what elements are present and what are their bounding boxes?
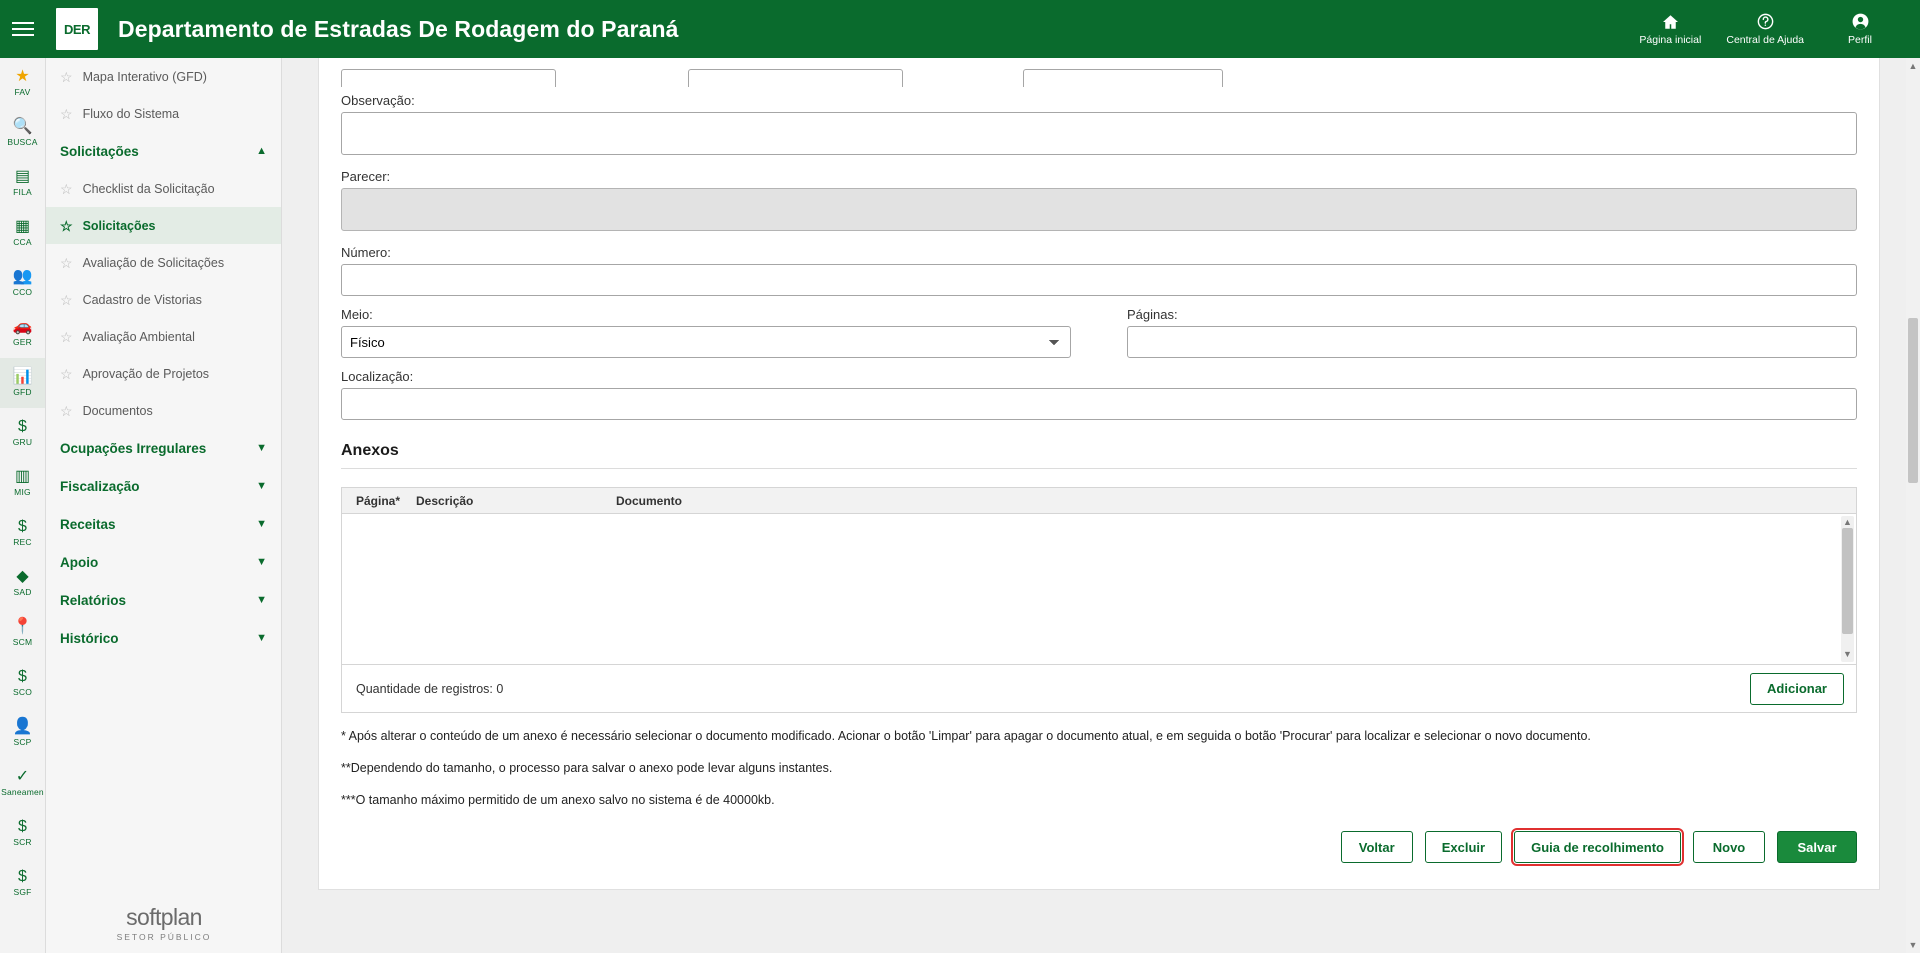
softplan-tagline: SETOR PÚBLICO [116,932,212,942]
anexos-table-footer [342,664,1856,712]
chevron-down-icon: ▼ [256,632,267,644]
pin-icon: 📍 [12,618,33,635]
sidebar-item-label: Avaliação Ambiental [82,329,195,344]
rail-label-cca: CCA [13,237,32,247]
paginas-label: Páginas: [1127,307,1178,322]
guia-de-recolhimento-button[interactable]: Guia de recolhimento [1514,831,1681,863]
sidebar-group-fiscalizacao[interactable] [46,467,281,505]
meio-paginas-row [341,307,1857,369]
dollar-icon: $ [18,518,27,535]
cca-icon: ▦ [14,218,31,235]
page-scroll-up-icon[interactable]: ▲ [1908,61,1918,71]
table-scroll-thumb[interactable] [1842,528,1853,634]
rail-item-scp[interactable] [0,708,45,758]
group-icon: 👤 [12,718,33,735]
sidebar-group-label: Relatórios [60,592,127,608]
rail-item-scm[interactable] [0,608,45,658]
rail-label-busca: BUSCA [7,137,38,147]
home-button[interactable] [1624,13,1716,46]
chevron-up-icon: ▲ [256,145,267,157]
rail-item-sad[interactable] [0,558,45,608]
chart-icon: 📊 [12,368,33,385]
sidebar-item-solicitacoes[interactable] [46,207,281,244]
rail-label-sgf: SGF [13,887,32,897]
rail-label-ger: GER [12,337,33,347]
rail-label-scm: SCM [12,637,33,647]
star-icon[interactable]: ☆ [60,328,73,345]
help-label: Central de Ajuda [1726,34,1804,46]
rail-label-scp: SCP [13,737,32,747]
voltar-button[interactable]: Voltar [1341,831,1413,863]
home-icon [1661,13,1680,31]
dollar-icon: $ [18,868,27,885]
rail-label-sad: SAD [13,587,32,597]
adicionar-button[interactable]: Adicionar [1750,673,1844,705]
parecer-input[interactable] [341,188,1857,231]
sidebar-item-label: Mapa Interativo (GFD) [82,69,207,84]
icon-rail [0,58,46,953]
rail-item-sco[interactable] [0,658,45,708]
star-icon[interactable]: ☆ [60,105,73,122]
sidebar-item-label: Fluxo do Sistema [82,106,180,121]
sidebar-item-label: Checklist da Solicitação [82,181,215,196]
rail-label-sco: SCO [12,687,33,697]
page-scroll-thumb[interactable] [1908,318,1918,483]
note-3: ***O tamanho máximo permitido de um anexo salvo no sistema é de 40000kb. [341,793,775,808]
rail-item-sgf[interactable] [0,858,45,908]
bars-icon: ▥ [14,468,31,485]
people-icon: 👥 [12,268,33,285]
help-circle-icon [1756,12,1775,31]
dollar-icon: $ [18,818,27,835]
sidebar-group-label: Apoio [60,554,99,570]
rail-item-fila[interactable] [0,158,45,208]
rail-item-gru[interactable] [0,408,45,458]
rail-label-mig: MIG [14,487,31,497]
sidebar-item-label: Documentos [82,403,153,418]
dollar-icon: $ [18,418,27,435]
rail-item-busca[interactable] [0,108,45,158]
star-icon: ★ [15,68,30,85]
check-icon: ✓ [15,768,30,785]
page-scroll-down-icon[interactable]: ▼ [1908,940,1918,950]
softplan-logo: softplan [126,904,202,930]
rail-label-saneamento: Saneamen [1,787,44,797]
rail-label-scr: SCR [13,837,32,847]
sidebar [46,58,282,953]
partial-field-2[interactable] [688,69,903,87]
chevron-down-icon: ▼ [256,594,267,606]
sidebar-footer [46,893,282,953]
sidebar-item-documentos[interactable] [46,392,281,429]
car-icon: 🚗 [12,318,33,335]
rail-item-fav[interactable] [0,58,45,108]
sidebar-group-relatorios[interactable] [46,581,281,619]
page-title: Departamento de Estradas De Rodagem do Paraná [118,15,679,42]
star-icon[interactable]: ☆ [60,402,73,419]
sidebar-item-label: Solicitações [82,218,156,233]
home-label: Página inicial [1639,33,1702,46]
der-logo [54,6,100,52]
help-button[interactable] [1716,12,1814,46]
partial-field-1[interactable] [341,69,556,87]
top-bar [0,0,1920,58]
anexos-table-header [342,487,1856,514]
profile-label: Perfil [1848,34,1872,46]
sidebar-group-ocupacoes-irregulares[interactable] [46,429,281,467]
rail-item-rec[interactable] [0,508,45,558]
meio-label: Meio: [341,307,373,322]
sidebar-group-solicitacoes[interactable] [46,132,281,170]
sidebar-group-apoio[interactable] [46,543,281,581]
sidebar-item-mapa-interativo[interactable] [46,58,281,95]
rail-item-ger[interactable] [0,308,45,358]
top-actions [1624,0,1920,58]
anexos-table-body [342,514,1856,664]
chevron-down-icon: ▼ [256,518,267,530]
solicitacao-form-card [318,58,1880,890]
column-header-pagina: Página* [356,493,401,508]
chevron-down-icon: ▼ [256,556,267,568]
records-count: Quantidade de registros: 0 [356,681,504,696]
rail-item-scr[interactable] [0,808,45,858]
rail-item-mig[interactable] [0,458,45,508]
novo-button[interactable]: Novo [1693,831,1765,863]
sidebar-item-checklist-da-solicitacao[interactable] [46,170,281,207]
field-observacao [341,93,1857,158]
scroll-down-icon[interactable]: ▼ [1843,649,1852,659]
localizacao-label: Localização: [341,369,414,384]
rail-item-gfd[interactable] [0,358,45,408]
rail-label-fav: FAV [14,87,31,97]
anexos-title: Anexos [341,442,399,459]
rail-label-gfd: GFD [13,387,32,397]
sidebar-group-label: Solicitações [60,143,139,159]
chevron-down-icon: ▼ [256,480,267,492]
localizacao-input[interactable] [341,388,1857,420]
parecer-label: Parecer: [341,169,391,184]
dollar-icon: $ [18,668,27,685]
star-icon[interactable]: ☆ [60,254,73,271]
sidebar-group-label: Histórico [60,630,119,646]
paginas-input[interactable] [1127,326,1857,358]
sidebar-item-label: Aprovação de Projetos [82,366,210,381]
star-icon[interactable]: ☆ [60,291,73,308]
rail-item-cca[interactable] [0,208,45,258]
star-icon[interactable]: ☆ [60,365,73,382]
sidebar-item-label: Cadastro de Vistorias [82,292,202,307]
sidebar-group-historico[interactable] [46,619,281,657]
sidebar-group-label: Ocupações Irregulares [60,440,207,456]
field-numero [341,245,1857,296]
rail-item-cco[interactable] [0,258,45,308]
numero-label: Número: [341,245,391,260]
star-icon[interactable]: ☆ [60,68,73,85]
scroll-up-icon[interactable]: ▲ [1843,517,1852,527]
note-2: **Dependendo do tamanho, o processo para salvar o anexo pode levar alguns instantes. [341,761,833,776]
rail-label-fila: FILA [13,187,32,197]
note-1: * Após alterar o conteúdo de um anexo é necessário selecionar o documento modificado. Acionar o botão 'Limpar' para apagar o documento atual, e em seguida o botão 'Procurar' para localizar e selecionar o novo documento. [341,729,1591,743]
field-localizacao [341,369,1857,420]
rail-label-rec: REC [13,537,32,547]
sidebar-group-label: Fiscalização [60,478,140,494]
column-header-descricao: Descrição [416,493,474,508]
profile-button[interactable] [1814,12,1906,46]
sidebar-item-aprovacao-de-projetos[interactable] [46,355,281,392]
meio-select[interactable] [341,326,1071,358]
anexos-table [341,487,1857,713]
page-scrollbar[interactable] [1906,58,1920,953]
rail-label-cco: CCO [12,287,33,297]
layers-icon: ◆ [16,568,29,585]
observacao-input[interactable] [341,112,1857,155]
queue-icon: ▤ [14,168,31,185]
column-header-documento: Documento [616,493,682,508]
star-icon[interactable]: ☆ [60,217,73,234]
sidebar-item-avaliacao-de-solicitacoes[interactable] [46,244,281,281]
hamburger-icon[interactable] [0,0,46,58]
form-action-buttons [341,831,1857,863]
field-paginas [1099,307,1857,358]
sidebar-group-receitas[interactable] [46,505,281,543]
excluir-button[interactable]: Excluir [1425,831,1502,863]
chevron-down-icon: ▼ [256,442,267,454]
logo-text: DER [64,21,90,37]
field-parecer [341,169,1857,234]
rail-label-gru: GRU [12,437,33,447]
field-meio [341,307,1099,358]
user-circle-icon [1851,12,1870,31]
sidebar-item-cadastro-de-vistorias[interactable] [46,281,281,318]
sidebar-group-label: Receitas [60,516,116,532]
salvar-button[interactable]: Salvar [1777,831,1857,863]
sidebar-item-fluxo-do-sistema[interactable] [46,95,281,132]
sidebar-item-avaliacao-ambiental[interactable] [46,318,281,355]
main-content [282,58,1920,953]
numero-input[interactable] [341,264,1857,296]
search-icon: 🔍 [12,118,33,135]
rail-item-saneamento[interactable] [0,758,45,808]
partial-field-3[interactable] [1023,69,1223,87]
observacao-label: Observação: [341,93,415,108]
sidebar-item-label: Avaliação de Solicitações [82,255,225,270]
star-icon[interactable]: ☆ [60,180,73,197]
partial-fields-row [341,69,1857,87]
